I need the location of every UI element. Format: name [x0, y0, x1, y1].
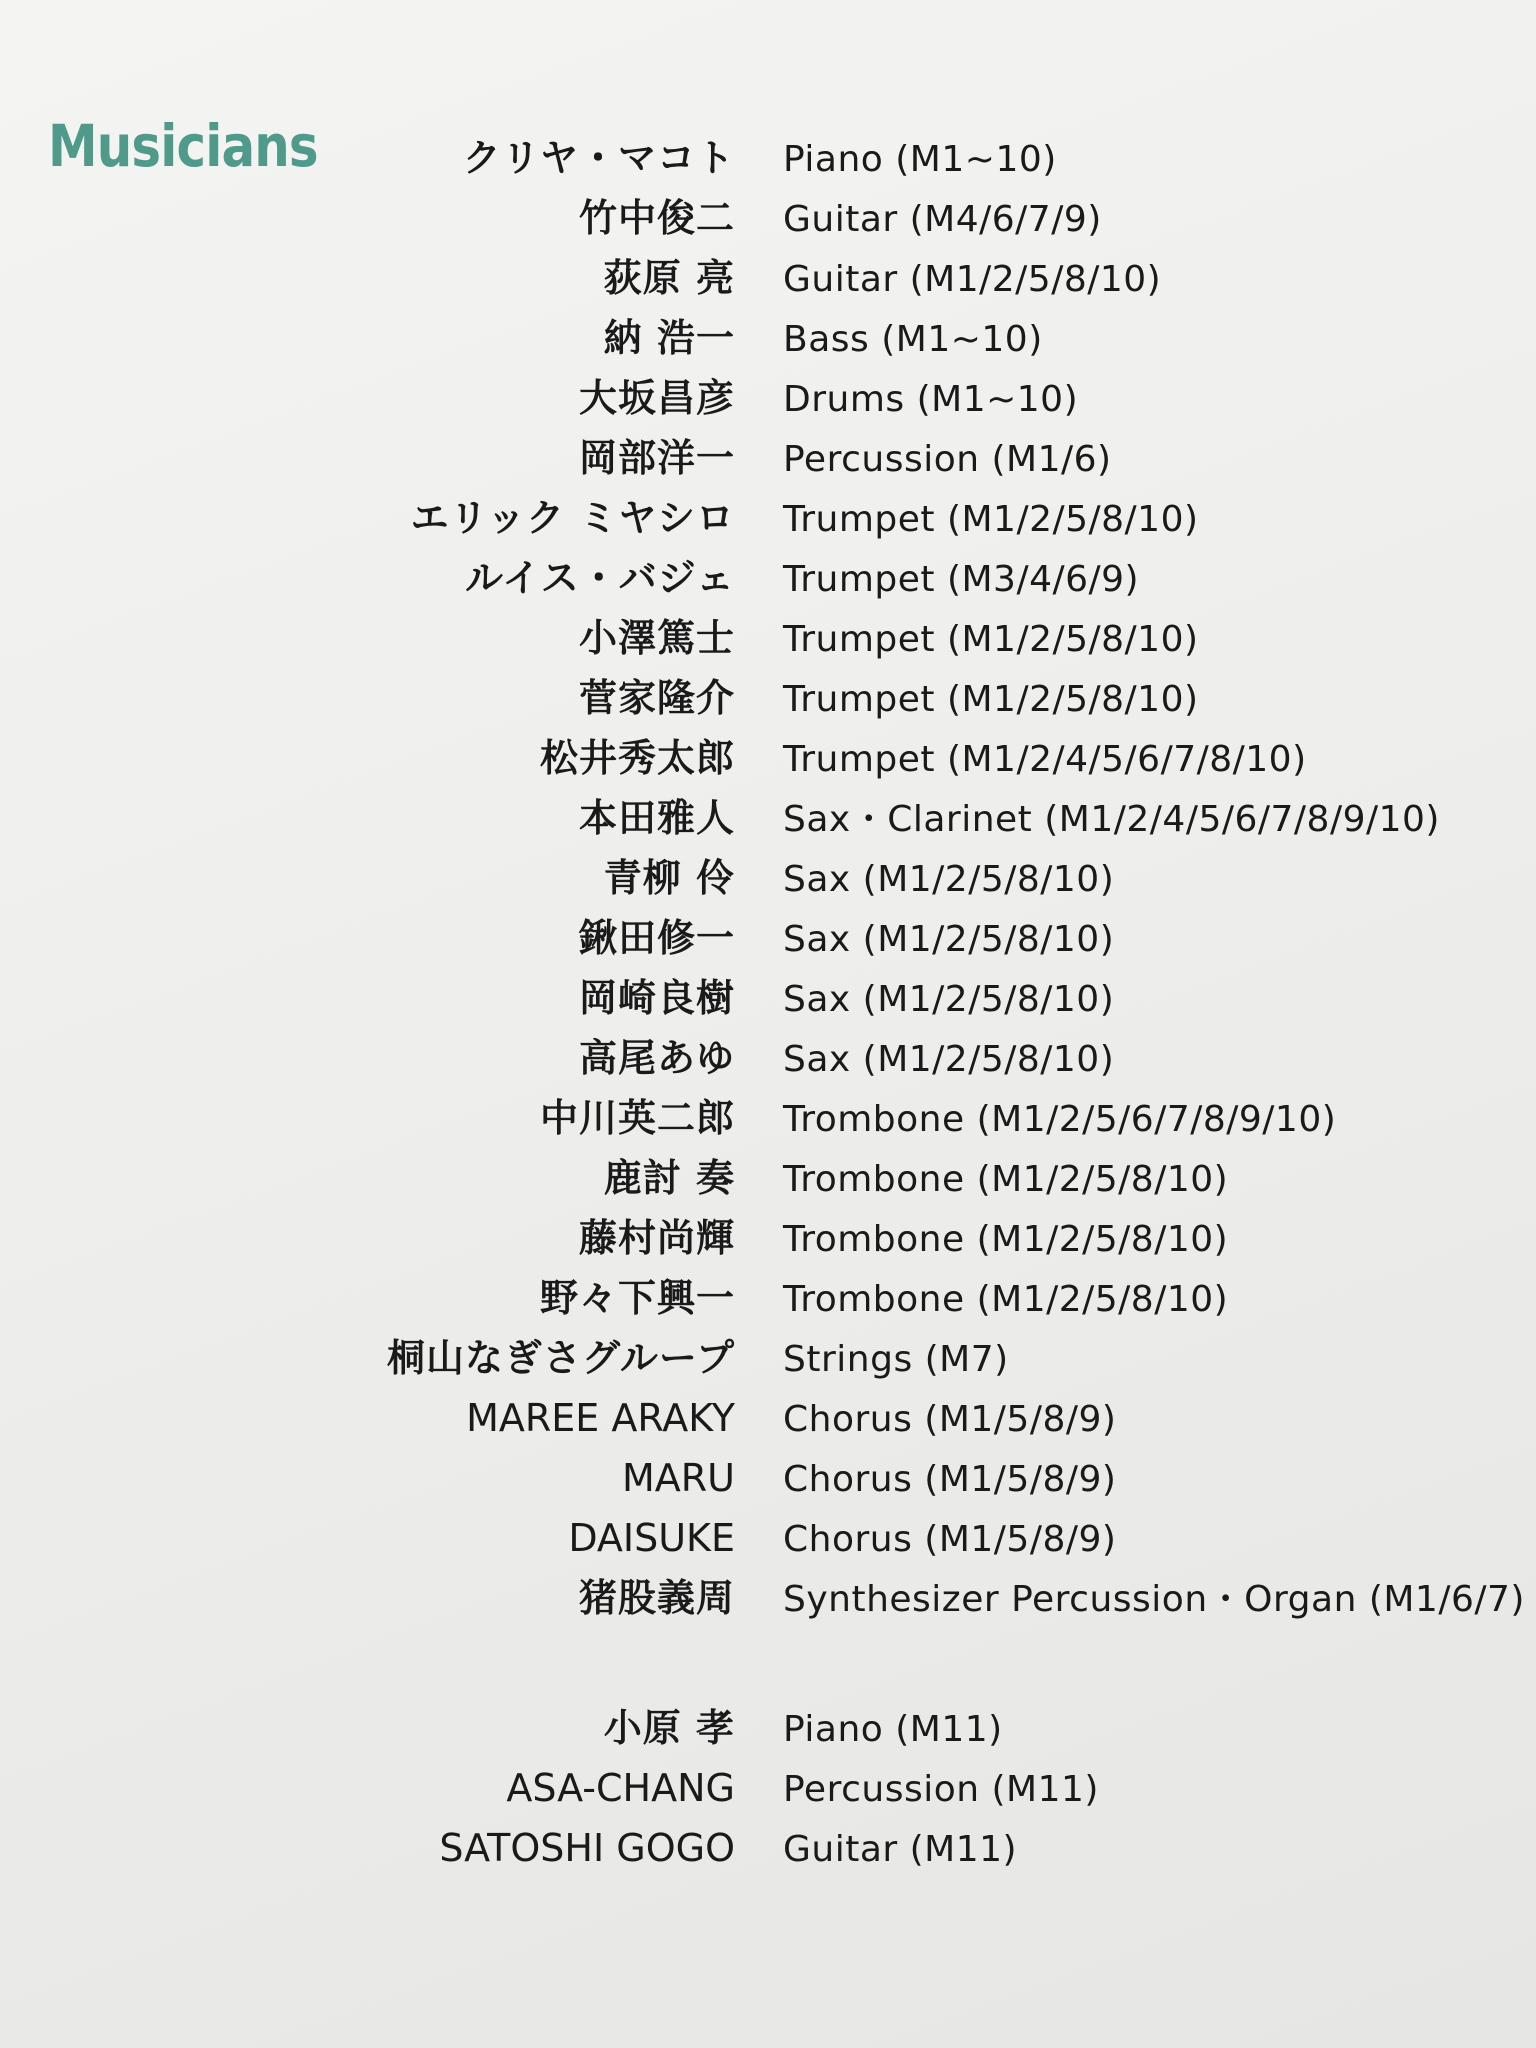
- credit-row: [0, 848, 1536, 908]
- musician-role: Chorus (M1/5/8/9): [783, 1399, 1117, 1440]
- musician-name: SATOSHI GOGO: [439, 1826, 735, 1870]
- musician-role: Sax (M1/2/5/8/10): [783, 919, 1115, 960]
- musician-name: エリック ミヤシロ: [410, 496, 735, 540]
- musician-name: 大坂昌彦: [578, 376, 735, 420]
- musician-role: Drums (M1~10): [783, 379, 1079, 420]
- credit-row: [0, 1328, 1536, 1388]
- musician-name: 竹中俊二: [578, 196, 735, 240]
- section-heading: Musicians: [48, 112, 318, 180]
- musician-name: ルイス・バジェ: [465, 556, 735, 600]
- musician-role: Chorus (M1/5/8/9): [783, 1519, 1117, 1560]
- musician-name: クリヤ・マコト: [462, 136, 735, 180]
- musician-role: Sax (M1/2/5/8/10): [783, 859, 1115, 900]
- musician-role: Sax (M1/2/5/8/10): [783, 1039, 1115, 1080]
- musician-name: 青柳 伶: [603, 856, 735, 900]
- musician-name: 猪股義周: [578, 1576, 735, 1620]
- musician-name: 荻原 亮: [603, 256, 735, 300]
- musician-role: Trumpet (M1/2/5/8/10): [783, 679, 1199, 720]
- credit-row: [0, 608, 1536, 668]
- musician-role: Guitar (M1/2/5/8/10): [783, 259, 1162, 300]
- musician-role: Guitar (M11): [783, 1829, 1018, 1870]
- musician-role: Piano (M11): [783, 1709, 1003, 1750]
- credit-row: [0, 1758, 1536, 1818]
- credit-row: [0, 248, 1536, 308]
- credit-row: [0, 308, 1536, 368]
- musician-name: MARU: [622, 1456, 735, 1500]
- credit-row: [0, 908, 1536, 968]
- musician-name: 本田雅人: [578, 796, 735, 840]
- credit-row: [0, 368, 1536, 428]
- credit-row: [0, 1508, 1536, 1568]
- credit-row: [0, 548, 1536, 608]
- musician-name: 鹿討 奏: [603, 1156, 735, 1200]
- musician-role: Sax (M1/2/5/8/10): [783, 979, 1115, 1020]
- credit-row: [0, 488, 1536, 548]
- musician-role: Trombone (M1/2/5/6/7/8/9/10): [783, 1099, 1337, 1140]
- musician-name: 高尾あゆ: [578, 1036, 735, 1080]
- credit-row: [0, 188, 1536, 248]
- musician-role: Synthesizer Percussion・Organ (M1/6/7): [783, 1579, 1525, 1620]
- credit-row: [0, 728, 1536, 788]
- credit-row: [0, 1818, 1536, 1878]
- musician-name: 小澤篤士: [578, 616, 735, 660]
- credit-row: [0, 968, 1536, 1028]
- musician-name: 菅家隆介: [578, 676, 735, 720]
- musician-name: 納 浩一: [603, 316, 735, 360]
- musician-name: 中川英二郎: [539, 1096, 735, 1140]
- musician-role: Percussion (M1/6): [783, 439, 1112, 480]
- musician-role: Bass (M1~10): [783, 319, 1043, 360]
- credit-row: [0, 1388, 1536, 1448]
- credit-row: [0, 428, 1536, 488]
- credit-row: [0, 1088, 1536, 1148]
- musician-role: Guitar (M4/6/7/9): [783, 199, 1102, 240]
- musician-role: Trombone (M1/2/5/8/10): [783, 1159, 1229, 1200]
- musician-name: 小原 孝: [603, 1706, 735, 1750]
- musician-role: Trumpet (M1/2/5/8/10): [783, 499, 1199, 540]
- musician-name: 鍬田修一: [578, 916, 735, 960]
- musician-name: MAREE ARAKY: [466, 1396, 735, 1440]
- musician-name: 岡部洋一: [578, 436, 735, 480]
- musician-role: Trumpet (M1/2/4/5/6/7/8/10): [783, 739, 1307, 780]
- musician-role: Trombone (M1/2/5/8/10): [783, 1279, 1229, 1320]
- credit-row: [0, 1028, 1536, 1088]
- musician-name: DAISUKE: [568, 1516, 735, 1560]
- musician-role: Piano (M1~10): [783, 139, 1057, 180]
- musician-name: 松井秀太郎: [539, 736, 735, 780]
- credit-row: [0, 1268, 1536, 1328]
- credit-row: [0, 1568, 1536, 1628]
- musician-name: 藤村尚輝: [578, 1216, 735, 1260]
- musicians-credit-list: [0, 128, 1536, 1878]
- musician-name: ASA-CHANG: [506, 1766, 735, 1810]
- musician-role: Chorus (M1/5/8/9): [783, 1459, 1117, 1500]
- credit-row: [0, 1698, 1536, 1758]
- musician-role: Percussion (M11): [783, 1769, 1099, 1810]
- credit-row: [0, 128, 1536, 188]
- musician-role: Trumpet (M3/4/6/9): [783, 559, 1140, 600]
- credit-row: [0, 1448, 1536, 1508]
- credit-row: [0, 1208, 1536, 1268]
- credit-row: [0, 668, 1536, 728]
- musician-name: 野々下興一: [539, 1276, 735, 1320]
- credit-row: [0, 788, 1536, 848]
- musician-role: Trumpet (M1/2/5/8/10): [783, 619, 1199, 660]
- musician-role: Strings (M7): [783, 1339, 1009, 1380]
- credit-row: [0, 1148, 1536, 1208]
- musician-role: Trombone (M1/2/5/8/10): [783, 1219, 1229, 1260]
- musician-name: 桐山なぎさグループ: [387, 1336, 735, 1380]
- musician-role: Sax・Clarinet (M1/2/4/5/6/7/8/9/10): [783, 799, 1440, 840]
- musician-name: 岡崎良樹: [578, 976, 735, 1020]
